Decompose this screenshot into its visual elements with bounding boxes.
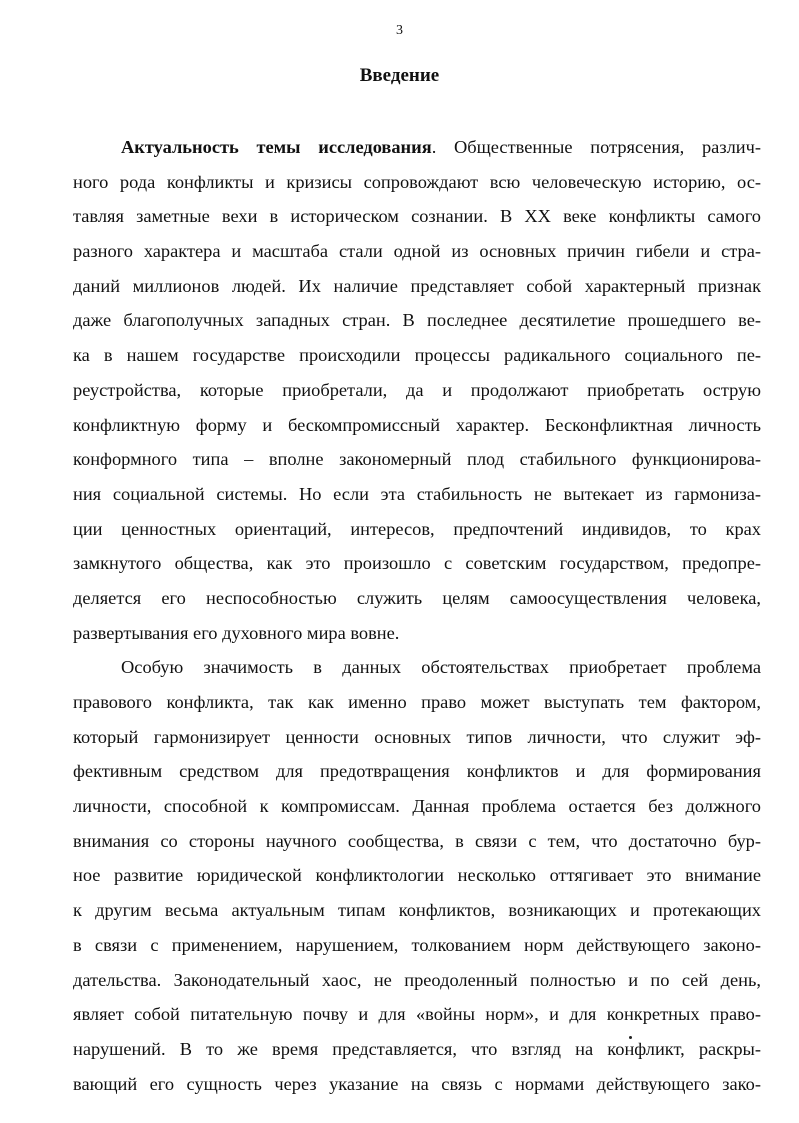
paragraph-1-line: деляется его неспособностью служить целям самоосуществления человека, [73,587,761,608]
paragraph-1-line: ния социальной системы. Но если эта стабильность не вытекает из гармониза- [73,483,761,504]
paragraph-1-lead: Актуальность темы исследования [121,137,432,157]
paragraph-2-line: внимания со стороны научного сообщества, в связи с тем, что достаточно бур- [73,830,761,851]
paragraph-1-line: ного рода конфликты и кризисы сопровождают всю человеческую историю, ос- [73,171,761,192]
body-text [73,130,761,1101]
paragraph-2-line: в связи с применением, нарушением, толкованием норм действующего законо- [73,934,761,955]
paragraph-1-line: даний миллионов людей. Их наличие представляет собой характерный признак [73,275,761,296]
paragraph-1-line: конфликтную форму и бескомпромиссный характер. Бесконфликтная личность [73,414,761,435]
paragraph-2-line: нарушений. В то же время представляется, что взгляд на конфликт, раскры- [73,1038,761,1059]
paragraph-2-line: Особую значимость в данных обстоятельствах приобретает проблема [121,657,761,678]
section-heading: Введение [359,65,440,86]
paragraph-1-line: развертывания его духовного мира вовне. [73,622,400,643]
paragraph-1-line: реустройства, которые приобретали, да и продолжают приобретать острую [73,379,761,400]
paragraph-1-line-1 [73,130,761,165]
paragraph-2-line: дательства. Законодательный хаос, не преодоленный полностью и по сей день, [73,969,761,990]
paragraph-2-line: ное развитие юридической конфликтологии несколько оттягивает это внимание [73,865,761,886]
paragraph-2-line: к другим весьма актуальным типам конфликтов, возникающих и протекающих [73,900,761,921]
paragraph-1-line: конформного типа – вполне закономерный плод стабильного функционирова- [73,449,761,470]
paragraph-1-line: ка в нашем государстве происходили процессы радикального социального пе- [73,345,761,366]
paragraph-1-line: замкнутого общества, как это произошло с советским государством, предопре- [73,553,761,574]
paragraph-1-line: тавляя заметные вехи в историческом сознании. В XX веке конфликты самого [73,206,761,227]
paragraph-2-line: который гармонизирует ценности основных типов личности, что служит эф- [73,726,761,747]
paragraph-2-line: фективным средством для предотвращения конфликтов и для формирования [73,761,761,782]
paragraph-1-line-1-text: . Общественные потрясения, различ- [431,137,761,157]
page-number: 3 [396,23,403,38]
paragraph-2-line: являет собой питательную почву и для «войны норм», и для конкретных право- [73,1004,761,1025]
paragraph-2-line: правового конфликта, так как именно право может выступать тем фактором, [73,692,761,712]
paragraph-1-line: даже благополучных западных стран. В последнее десятилетие прошедшего ве- [73,310,761,331]
paragraph-1-line: разного характера и масштаба стали одной из основных причин гибели и стра- [73,241,761,262]
paragraph-2-line: вающий его сущность через указание на связь с нормами действующего зако- [73,1073,761,1094]
paragraph-1-line: ции ценностных ориентаций, интересов, предпочтений индивидов, то крах [73,518,761,539]
paragraph-2-line: личности, способной к компромиссам. Данная проблема остается без должного [73,796,761,817]
scan-speck [629,1036,632,1039]
